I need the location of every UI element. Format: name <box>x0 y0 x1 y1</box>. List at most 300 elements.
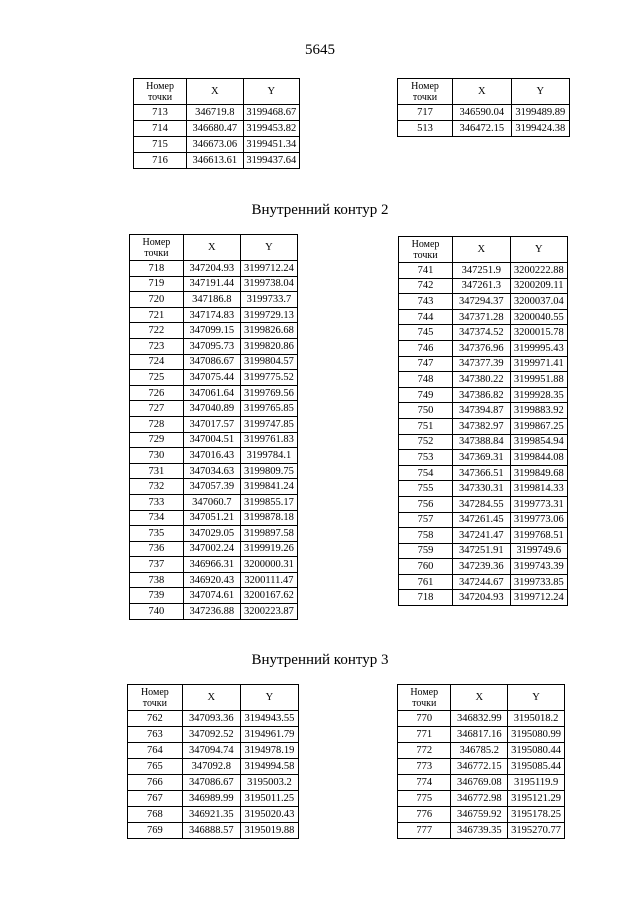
y-coordinate-cell: 3199855.17 <box>240 494 297 510</box>
header-point-number <box>398 79 453 105</box>
x-coordinate-cell: 347040.89 <box>183 401 240 417</box>
x-coordinate-cell: 347086.67 <box>182 775 240 791</box>
table-row <box>128 727 299 743</box>
point-number-cell: 738 <box>130 572 184 588</box>
y-coordinate-cell: 3199814.33 <box>510 481 567 497</box>
header-point-number <box>134 79 187 105</box>
x-coordinate-cell: 346719.8 <box>187 105 243 121</box>
y-coordinate-cell: 3195019.88 <box>240 823 298 839</box>
point-number-cell: 717 <box>398 105 453 121</box>
table-header-row <box>130 235 298 261</box>
y-coordinate-cell: 3194961.79 <box>240 727 298 743</box>
x-coordinate-cell: 347204.93 <box>183 261 240 277</box>
table-row <box>130 572 298 588</box>
x-coordinate-cell: 347092.52 <box>182 727 240 743</box>
y-coordinate-cell: 3195080.44 <box>508 743 565 759</box>
header-point-number <box>130 235 184 261</box>
point-number-cell: 753 <box>399 450 453 466</box>
header-point-number-line: Номер <box>142 236 171 248</box>
header-x: X <box>183 235 240 261</box>
x-coordinate-cell: 346680.47 <box>187 121 243 137</box>
y-coordinate-cell: 3195003.2 <box>240 775 298 791</box>
point-number-cell: 771 <box>398 727 451 743</box>
table-row <box>399 325 568 341</box>
table-row <box>130 385 298 401</box>
x-coordinate-cell: 346769.08 <box>451 775 508 791</box>
y-coordinate-cell: 3199747.85 <box>240 416 297 432</box>
y-coordinate-cell: 3199849.68 <box>510 465 567 481</box>
y-coordinate-cell: 3195270.77 <box>508 823 565 839</box>
header-point-number-line: точки <box>144 247 169 259</box>
table-row <box>128 711 299 727</box>
y-coordinate-cell: 3199897.58 <box>240 526 297 542</box>
point-number-cell: 757 <box>399 512 453 528</box>
table-row <box>134 153 300 169</box>
y-coordinate-cell: 3194994.58 <box>240 759 298 775</box>
point-number-cell: 739 <box>130 588 184 604</box>
table-row <box>399 372 568 388</box>
point-number-cell: 720 <box>130 292 184 308</box>
table-row <box>130 588 298 604</box>
y-coordinate-cell: 3199773.06 <box>510 512 567 528</box>
table-row <box>398 775 565 791</box>
x-coordinate-cell: 347241.47 <box>453 528 510 544</box>
point-number-cell: 754 <box>399 465 453 481</box>
table-row <box>130 557 298 573</box>
y-coordinate-cell: 3199854.94 <box>510 434 567 450</box>
y-coordinate-cell: 3199765.85 <box>240 401 297 417</box>
point-number-cell: 743 <box>399 294 453 310</box>
table-row <box>399 574 568 590</box>
table-row <box>399 340 568 356</box>
y-coordinate-cell: 3199775.52 <box>240 370 297 386</box>
table-row <box>130 276 298 292</box>
point-number-cell: 735 <box>130 526 184 542</box>
header-x: X <box>453 79 511 105</box>
table-row <box>134 105 300 121</box>
y-coordinate-cell: 3200111.47 <box>240 572 297 588</box>
point-number-cell: 760 <box>399 559 453 575</box>
header-point-number <box>399 237 453 263</box>
y-coordinate-cell: 3199749.6 <box>510 543 567 559</box>
y-coordinate-cell: 3199826.68 <box>240 323 297 339</box>
point-number-cell: 759 <box>399 543 453 559</box>
table-row <box>398 727 565 743</box>
y-coordinate-cell: 3199878.18 <box>240 510 297 526</box>
coordinates-table <box>398 236 568 606</box>
header-y: Y <box>243 79 299 105</box>
y-coordinate-cell: 3199743.39 <box>510 559 567 575</box>
point-number-cell: 723 <box>130 338 184 354</box>
table-row <box>134 121 300 137</box>
x-coordinate-cell: 346772.98 <box>451 791 508 807</box>
x-coordinate-cell: 346772.15 <box>451 759 508 775</box>
x-coordinate-cell: 347060.7 <box>183 494 240 510</box>
point-number-cell: 774 <box>398 775 451 791</box>
table-row <box>399 465 568 481</box>
y-coordinate-cell: 3195085.44 <box>508 759 565 775</box>
x-coordinate-cell: 346832.99 <box>451 711 508 727</box>
y-coordinate-cell: 3199844.08 <box>510 450 567 466</box>
x-coordinate-cell: 347374.52 <box>453 325 510 341</box>
point-number-cell: 744 <box>399 309 453 325</box>
y-coordinate-cell: 3194978.19 <box>240 743 298 759</box>
y-coordinate-cell: 3199738.04 <box>240 276 297 292</box>
point-number-cell: 769 <box>128 823 183 839</box>
x-coordinate-cell: 347376.96 <box>453 340 510 356</box>
y-coordinate-cell: 3199768.51 <box>510 528 567 544</box>
point-number-cell: 745 <box>399 325 453 341</box>
y-coordinate-cell: 3199453.82 <box>243 121 299 137</box>
table-row <box>128 759 299 775</box>
table-row <box>130 261 298 277</box>
table-row <box>130 323 298 339</box>
table-row <box>134 137 300 153</box>
x-coordinate-cell: 347174.83 <box>183 307 240 323</box>
point-number-cell: 740 <box>130 604 184 620</box>
y-coordinate-cell: 3199451.34 <box>243 137 299 153</box>
y-coordinate-cell: 3199928.35 <box>510 387 567 403</box>
table-row <box>399 356 568 372</box>
page-number: 5645 <box>305 42 335 58</box>
x-coordinate-cell: 347394.87 <box>453 403 510 419</box>
point-number-cell: 761 <box>399 574 453 590</box>
y-coordinate-cell: 3199951.88 <box>510 372 567 388</box>
point-number-cell: 718 <box>399 590 453 606</box>
table-row <box>130 401 298 417</box>
x-coordinate-cell: 346920.43 <box>183 572 240 588</box>
table-row <box>128 743 299 759</box>
header-point-number-line: Номер <box>411 238 440 250</box>
point-number-cell: 766 <box>128 775 183 791</box>
point-number-cell: 727 <box>130 401 184 417</box>
point-number-cell: 728 <box>130 416 184 432</box>
x-coordinate-cell: 347075.44 <box>183 370 240 386</box>
point-number-cell: 772 <box>398 743 451 759</box>
x-coordinate-cell: 346472.15 <box>453 121 511 137</box>
table-row <box>130 370 298 386</box>
header-point-number-line: Номер <box>411 80 439 92</box>
table-row <box>398 823 565 839</box>
y-coordinate-cell: 3200167.62 <box>240 588 297 604</box>
y-coordinate-cell: 3195020.43 <box>240 807 298 823</box>
y-coordinate-cell: 3199437.64 <box>243 153 299 169</box>
x-coordinate-cell: 347284.55 <box>453 496 510 512</box>
y-coordinate-cell: 3199820.86 <box>240 338 297 354</box>
x-coordinate-cell: 347330.31 <box>453 481 510 497</box>
table-row <box>398 121 570 137</box>
x-coordinate-cell: 347244.67 <box>453 574 510 590</box>
x-coordinate-cell: 346817.16 <box>451 727 508 743</box>
y-coordinate-cell: 3200209.11 <box>510 278 567 294</box>
table-row <box>130 432 298 448</box>
point-number-cell: 770 <box>398 711 451 727</box>
point-number-cell: 777 <box>398 823 451 839</box>
y-coordinate-cell: 3199733.85 <box>510 574 567 590</box>
x-coordinate-cell: 347051.21 <box>183 510 240 526</box>
x-coordinate-cell: 347251.91 <box>453 543 510 559</box>
y-coordinate-cell: 3199761.83 <box>240 432 297 448</box>
header-y: Y <box>240 685 298 711</box>
y-coordinate-cell: 3199867.25 <box>510 418 567 434</box>
table-row <box>130 541 298 557</box>
y-coordinate-cell: 3195018.2 <box>508 711 565 727</box>
header-point-number <box>398 685 451 711</box>
point-number-cell: 716 <box>134 153 187 169</box>
point-number-cell: 714 <box>134 121 187 137</box>
x-coordinate-cell: 347074.61 <box>183 588 240 604</box>
header-point-number-line: точки <box>413 249 438 261</box>
y-coordinate-cell: 3200000.31 <box>240 557 297 573</box>
table-row <box>128 823 299 839</box>
x-coordinate-cell: 347095.73 <box>183 338 240 354</box>
y-coordinate-cell: 3199733.7 <box>240 292 297 308</box>
table-row <box>399 309 568 325</box>
y-coordinate-cell: 3199769.56 <box>240 385 297 401</box>
table-row <box>130 479 298 495</box>
x-coordinate-cell: 347380.22 <box>453 372 510 388</box>
point-number-cell: 742 <box>399 278 453 294</box>
header-point-number-line: точки <box>147 91 173 103</box>
x-coordinate-cell: 347029.05 <box>183 526 240 542</box>
table-row <box>130 338 298 354</box>
x-coordinate-cell: 346613.61 <box>187 153 243 169</box>
table-row <box>399 387 568 403</box>
x-coordinate-cell: 347092.8 <box>182 759 240 775</box>
table-row <box>130 416 298 432</box>
coordinates-table <box>127 684 299 839</box>
x-coordinate-cell: 347093.36 <box>182 711 240 727</box>
point-number-cell: 726 <box>130 385 184 401</box>
table-row <box>130 292 298 308</box>
point-number-cell: 765 <box>128 759 183 775</box>
point-number-cell: 725 <box>130 370 184 386</box>
y-coordinate-cell: 3199919.26 <box>240 541 297 557</box>
table-row <box>399 403 568 419</box>
header-point-number-line: точки <box>142 697 167 709</box>
table-header-row <box>128 685 299 711</box>
y-coordinate-cell: 3195119.9 <box>508 775 565 791</box>
header-point-number-line: точки <box>412 91 438 103</box>
table-row <box>399 450 568 466</box>
y-coordinate-cell: 3195011.25 <box>240 791 298 807</box>
coordinates-table <box>129 234 298 620</box>
table-row <box>399 528 568 544</box>
x-coordinate-cell: 347057.39 <box>183 479 240 495</box>
table-row <box>130 494 298 510</box>
point-number-cell: 721 <box>130 307 184 323</box>
point-number-cell: 747 <box>399 356 453 372</box>
header-point-number-line: Номер <box>140 686 169 698</box>
point-number-cell: 719 <box>130 276 184 292</box>
coordinates-table <box>397 78 570 137</box>
x-coordinate-cell: 346989.99 <box>182 791 240 807</box>
table-row <box>398 759 565 775</box>
x-coordinate-cell: 346759.92 <box>451 807 508 823</box>
x-coordinate-cell: 347034.63 <box>183 463 240 479</box>
x-coordinate-cell: 347236.88 <box>183 604 240 620</box>
table-row <box>130 307 298 323</box>
point-number-cell: 763 <box>128 727 183 743</box>
section-title-contour-3: Внутренний контур 3 <box>251 652 389 668</box>
table-row <box>130 526 298 542</box>
y-coordinate-cell: 3199883.92 <box>510 403 567 419</box>
x-coordinate-cell: 347099.15 <box>183 323 240 339</box>
header-x: X <box>453 237 510 263</box>
point-number-cell: 773 <box>398 759 451 775</box>
table-row <box>399 278 568 294</box>
x-coordinate-cell: 347371.28 <box>453 309 510 325</box>
x-coordinate-cell: 347388.84 <box>453 434 510 450</box>
point-number-cell: 724 <box>130 354 184 370</box>
x-coordinate-cell: 346673.06 <box>187 137 243 153</box>
coordinates-table <box>133 78 300 169</box>
y-coordinate-cell: 3199712.24 <box>510 590 567 606</box>
coordinates-table <box>397 684 565 839</box>
table-header-row <box>398 79 570 105</box>
y-coordinate-cell: 3200040.55 <box>510 309 567 325</box>
x-coordinate-cell: 347369.31 <box>453 450 510 466</box>
table-header-row <box>134 79 300 105</box>
point-number-cell: 752 <box>399 434 453 450</box>
point-number-cell: 729 <box>130 432 184 448</box>
y-coordinate-cell: 3195178.25 <box>508 807 565 823</box>
y-coordinate-cell: 3200037.04 <box>510 294 567 310</box>
point-number-cell: 736 <box>130 541 184 557</box>
table-row <box>399 434 568 450</box>
table-row <box>399 294 568 310</box>
y-coordinate-cell: 3199773.31 <box>510 496 567 512</box>
point-number-cell: 756 <box>399 496 453 512</box>
x-coordinate-cell: 347204.93 <box>453 590 510 606</box>
y-coordinate-cell: 3200222.88 <box>510 263 567 279</box>
y-coordinate-cell: 3200015.78 <box>510 325 567 341</box>
x-coordinate-cell: 346590.04 <box>453 105 511 121</box>
y-coordinate-cell: 3195121.29 <box>508 791 565 807</box>
point-number-cell: 746 <box>399 340 453 356</box>
x-coordinate-cell: 346785.2 <box>451 743 508 759</box>
point-number-cell: 730 <box>130 448 184 464</box>
point-number-cell: 775 <box>398 791 451 807</box>
table-row <box>398 105 570 121</box>
header-x: X <box>182 685 240 711</box>
point-number-cell: 762 <box>128 711 183 727</box>
x-coordinate-cell: 346966.31 <box>183 557 240 573</box>
point-number-cell: 733 <box>130 494 184 510</box>
point-number-cell: 715 <box>134 137 187 153</box>
y-coordinate-cell: 3199841.24 <box>240 479 297 495</box>
table-row <box>399 481 568 497</box>
table-header-row <box>398 685 565 711</box>
x-coordinate-cell: 347016.43 <box>183 448 240 464</box>
header-x: X <box>187 79 243 105</box>
x-coordinate-cell: 347086.67 <box>183 354 240 370</box>
y-coordinate-cell: 3200223.87 <box>240 604 297 620</box>
table-row <box>128 807 299 823</box>
table-row <box>399 418 568 434</box>
x-coordinate-cell: 347061.64 <box>183 385 240 401</box>
x-coordinate-cell: 347186.8 <box>183 292 240 308</box>
x-coordinate-cell: 347017.57 <box>183 416 240 432</box>
point-number-cell: 734 <box>130 510 184 526</box>
x-coordinate-cell: 347386.82 <box>453 387 510 403</box>
x-coordinate-cell: 347261.45 <box>453 512 510 528</box>
point-number-cell: 718 <box>130 261 184 277</box>
x-coordinate-cell: 346888.57 <box>182 823 240 839</box>
point-number-cell: 768 <box>128 807 183 823</box>
table-row <box>130 510 298 526</box>
point-number-cell: 513 <box>398 121 453 137</box>
y-coordinate-cell: 3199729.13 <box>240 307 297 323</box>
point-number-cell: 776 <box>398 807 451 823</box>
point-number-cell: 749 <box>399 387 453 403</box>
header-y: Y <box>511 79 570 105</box>
x-coordinate-cell: 347191.44 <box>183 276 240 292</box>
table-row <box>399 559 568 575</box>
y-coordinate-cell: 3199784.1 <box>240 448 297 464</box>
x-coordinate-cell: 347251.9 <box>453 263 510 279</box>
y-coordinate-cell: 3199804.57 <box>240 354 297 370</box>
y-coordinate-cell: 3194943.55 <box>240 711 298 727</box>
table-row <box>398 743 565 759</box>
header-y: Y <box>510 237 567 263</box>
point-number-cell: 758 <box>399 528 453 544</box>
table-row <box>130 354 298 370</box>
table-row <box>399 512 568 528</box>
header-y: Y <box>508 685 565 711</box>
x-coordinate-cell: 347294.37 <box>453 294 510 310</box>
table-row <box>130 463 298 479</box>
y-coordinate-cell: 3199971.41 <box>510 356 567 372</box>
table-row <box>130 604 298 620</box>
x-coordinate-cell: 347239.36 <box>453 559 510 575</box>
header-point-number <box>128 685 183 711</box>
section-title-contour-2: Внутренний контур 2 <box>251 202 389 218</box>
table-row <box>398 711 565 727</box>
header-point-number-line: Номер <box>146 80 174 92</box>
point-number-cell: 751 <box>399 418 453 434</box>
y-coordinate-cell: 3199424.38 <box>511 121 570 137</box>
x-coordinate-cell: 347382.97 <box>453 418 510 434</box>
header-point-number-line: Номер <box>410 686 439 698</box>
table-row <box>399 496 568 512</box>
point-number-cell: 722 <box>130 323 184 339</box>
x-coordinate-cell: 347261.3 <box>453 278 510 294</box>
point-number-cell: 732 <box>130 479 184 495</box>
table-row <box>399 543 568 559</box>
x-coordinate-cell: 347377.39 <box>453 356 510 372</box>
point-number-cell: 748 <box>399 372 453 388</box>
point-number-cell: 750 <box>399 403 453 419</box>
table-row <box>130 448 298 464</box>
point-number-cell: 767 <box>128 791 183 807</box>
header-y: Y <box>240 235 297 261</box>
x-coordinate-cell: 347004.51 <box>183 432 240 448</box>
point-number-cell: 713 <box>134 105 187 121</box>
x-coordinate-cell: 347094.74 <box>182 743 240 759</box>
x-coordinate-cell: 347002.24 <box>183 541 240 557</box>
point-number-cell: 764 <box>128 743 183 759</box>
header-x: X <box>451 685 508 711</box>
table-row <box>398 807 565 823</box>
table-header-row <box>399 237 568 263</box>
table-row <box>128 791 299 807</box>
x-coordinate-cell: 346921.35 <box>182 807 240 823</box>
x-coordinate-cell: 346739.35 <box>451 823 508 839</box>
y-coordinate-cell: 3199995.43 <box>510 340 567 356</box>
point-number-cell: 737 <box>130 557 184 573</box>
x-coordinate-cell: 347366.51 <box>453 465 510 481</box>
